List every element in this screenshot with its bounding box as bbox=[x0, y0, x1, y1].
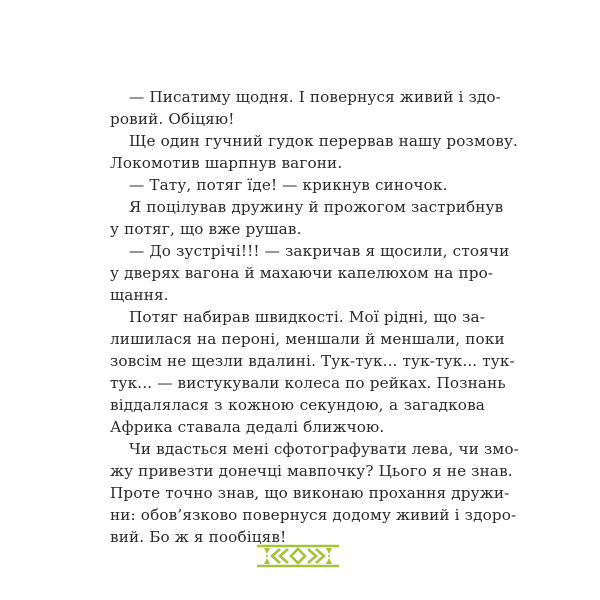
text-line: зовсім не щезли вдалині. Тук-тук... тук-тук... тук- bbox=[110, 352, 515, 370]
paragraph bbox=[110, 240, 510, 306]
paragraph bbox=[110, 130, 519, 174]
text-line: вий. Бо ж я пообіцяв! bbox=[110, 528, 287, 546]
text-line: віддалялася з кожною секундою, а загадкова bbox=[110, 396, 485, 414]
text-line: лишилася на пероні, меншали й меншали, поки bbox=[110, 330, 505, 348]
text-line: — Писатиму щодня. І повернуся живий і здо- bbox=[129, 88, 501, 106]
text-line: ровий. Обіцяю! bbox=[110, 110, 235, 128]
chevron-diamond-ornament-icon bbox=[256, 544, 340, 568]
text-line: — До зустрічі!!! — закричав я щосили, стоячи bbox=[129, 242, 510, 260]
paragraph bbox=[110, 174, 485, 196]
text-line: — Тату, потяг їде! — крикнув синочок. bbox=[129, 176, 448, 194]
text-line: Ще один гучний гудок перервав нашу розмову. bbox=[129, 132, 519, 150]
paragraph bbox=[110, 196, 504, 240]
paragraph bbox=[110, 86, 501, 130]
text-line: у дверях вагона й махаючи капелюхом на про- bbox=[110, 264, 494, 282]
paragraph bbox=[110, 438, 519, 548]
paragraph bbox=[110, 306, 515, 438]
text-line: щання. bbox=[110, 286, 169, 304]
text-line: у потяг, що вже рушав. bbox=[110, 220, 302, 238]
text-line: тук... — вистукували колеса по рейках. Познань bbox=[110, 374, 506, 392]
text-line: Я поцілував дружину й прожогом застрибнув bbox=[129, 198, 504, 216]
text-line: Локомотив шарпнув вагони. bbox=[110, 154, 343, 172]
text-line: Африка ставала дедалі ближчою. bbox=[110, 418, 385, 436]
text-line: жу привезти донечці мавпочку? Цього я не знав. bbox=[110, 462, 513, 480]
story-text bbox=[110, 86, 519, 548]
text-line: ни: обов’язково повернуся додому живий і здоро- bbox=[110, 506, 517, 524]
text-line: Чи вдасться мені сфотографувати лева, чи змо- bbox=[129, 440, 519, 458]
text-line: Потяг набирав швидкості. Мої рідні, що за- bbox=[129, 308, 485, 326]
text-line: Проте точно знав, що виконаю прохання дружи- bbox=[110, 484, 510, 502]
